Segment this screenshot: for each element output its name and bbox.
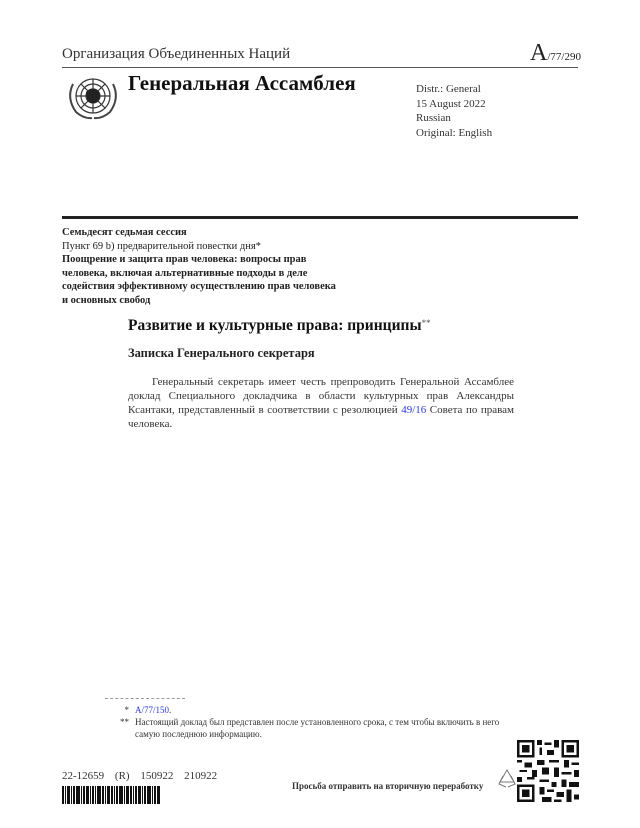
qr-code-icon [517,740,579,802]
date-line: 15 August 2022 [416,97,486,110]
footnote-2: ** Настоящий доклад был представлен после установленного срока, с тем чтобы включить в него самую последнюю информацию. [120,717,500,739]
footnote-link[interactable]: A/77/150 [135,705,170,715]
agenda-block [62,226,342,307]
symbol-letter: A [530,40,548,66]
document-subtitle: Записка Генерального секретаря [128,346,315,360]
symbol-number: /77/290 [547,51,581,63]
recycle-icon [497,768,517,790]
original-line: Original: English [416,126,493,139]
body-paragraph: Генеральный секретарь имеет честь препроводить Генеральной Ассамблее доклад Специального докладчика в области культурных прав Александры Ксантаки, представленный в соответствии с резолюцией 49/16 Совета по правам человека. [128,376,514,430]
un-emblem-icon [64,72,122,122]
barcode-icon [62,786,180,804]
body-title: Генеральная Ассамблея [128,71,356,95]
document-title: Развитие и культурные права: принципы** [128,317,431,334]
session-label: Семьдесят седьмая сессия [62,227,187,238]
footnote-1: * A/77/150. [124,705,172,715]
header-rule [62,67,578,68]
language-line: Russian [416,112,451,124]
agenda-topic: Поощрение и защита прав человека: вопросы прав человека, включая альтернативные подходы в деле содействия эффективному осуществлению прав человека и основных свобод [62,254,336,306]
footnote-ref: ** [421,318,431,328]
job-number: 22-12659 (R) 150922 210922 [62,770,218,782]
agenda-item: Пункт 69 b) предварительной повестки дня* [62,240,261,252]
footnote-separator [105,698,185,699]
resolution-link[interactable]: 49/16 [401,404,427,416]
distribution-block [416,82,492,140]
section-rule [62,216,578,219]
recycle-note: Просьба отправить на вторичную переработку [292,781,484,791]
distr-line: Distr.: General [416,83,481,95]
organization-name: Организация Объединенных Наций [62,46,291,62]
document-symbol [530,40,581,67]
